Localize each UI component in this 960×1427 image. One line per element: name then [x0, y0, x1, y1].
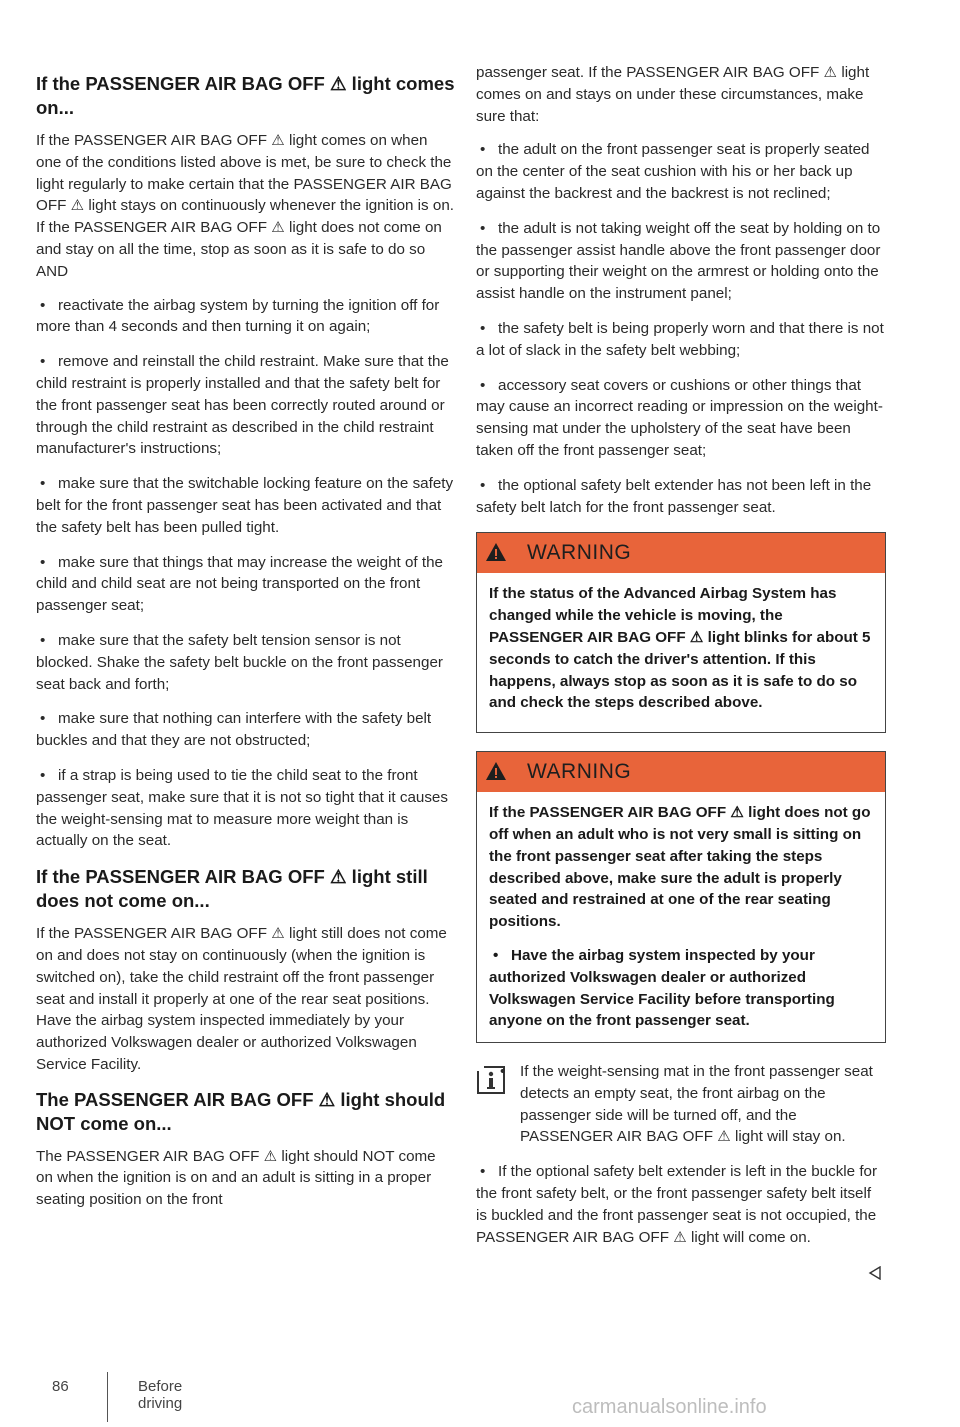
- paragraph: If the PASSENGER AIR BAG OFF ⚠ light comes on when one of the conditions listed above is met, be sure to check the light regularly to make certain that the PASSENGER AIR BAG OFF ⚠ light stays on continuously whenever the ignition is on. If the PASSENGER AIR BAG OFF ⚠ light does not come on and stay on all the time, stop as soon as it is safe to do so AND: [36, 132, 454, 280]
- warning-label: WARNING: [527, 541, 632, 565]
- list-item: • the safety belt is being properly worn and that there is not a lot of slack in the safety belt webbing;: [476, 319, 884, 359]
- paragraph: passenger seat. If the PASSENGER AIR BAG OFF ⚠ light comes on and stays on under these circumstances, make sure that:: [476, 64, 870, 125]
- heading-light-still-not-on: If the PASSENGER AIR BAG OFF ⚠ light still does not come on...: [36, 866, 428, 912]
- page-number: 86: [52, 1378, 69, 1395]
- heading-light-comes-on: If the PASSENGER AIR BAG OFF ⚠ light comes on...: [36, 73, 455, 118]
- list-item: • make sure that the safety belt tension sensor is not blocked. Shake the safety belt buckle on the front passenger seat back and forth;: [36, 631, 443, 693]
- warning-box: [476, 532, 886, 733]
- list-item: • make sure that nothing can interfere with the safety belt buckles and that they are not obstructed;: [36, 710, 432, 750]
- list-item: • Have the airbag system inspected by your authorized Volkswagen dealer or authorized Volkswagen Service Facility before transporting anyone on the front passenger seat.: [489, 946, 835, 1030]
- right-column: [476, 62, 886, 1261]
- list-item: • If the weight-sensing mat in the front passenger seat detects an empty seat, the front airbag on the passenger side will be turned off, and the PASSENGER AIR BAG OFF ⚠ light will stay on.: [500, 1063, 873, 1146]
- list-item: • accessory seat covers or cushions or other things that may cause an incorrect reading or impression on the weight-sensing mat under the upholstery of the seat have been taken off the front passenger seat;: [476, 376, 883, 459]
- list-item: • the optional safety belt extender has not been left in the safety belt latch for the front passenger seat.: [476, 476, 872, 516]
- warning-triangle-icon: [485, 761, 507, 781]
- note-list: [476, 1061, 886, 1248]
- left-column: [36, 62, 456, 1223]
- list-item: • If the optional safety belt extender is left in the buckle for the front safety belt, or the front passenger safety belt itself is buckled and the front passenger seat is not occupied, the PASSENGER AIR BAG OFF ⚠ light will come on.: [476, 1163, 878, 1246]
- warning-body: [477, 573, 885, 732]
- list-item: • make sure that things that may increase the weight of the child and child seat are not being transported on the front passenger seat;: [36, 553, 443, 615]
- watermark: carmanualsonline.info: [572, 1396, 767, 1418]
- warning-label: WARNING: [527, 760, 632, 784]
- note-box: [476, 1061, 886, 1248]
- paragraph: If the PASSENGER AIR BAG OFF ⚠ light still does not come on and does not stay on continuously (when the ignition is switched on), take the child restraint off the front passenger seat and install it properly at one of the rear seat positions. Have the airbag system inspected immediately by your authorized Volkswagen dealer or authorized Volkswagen Service Facility.: [36, 925, 447, 1073]
- warning-text: If the PASSENGER AIR BAG OFF ⚠ light does not go off when an adult who is not very small is sitting on the front passenger seat after taking the steps described above, make sure the adult is properly seated and restrained at one of the rear seating positions.: [489, 804, 871, 931]
- list-item: • make sure that the switchable locking feature on the safety belt for the front passenger seat has been activated and that the safety belt has been pulled tight.: [36, 475, 454, 536]
- paragraph: The PASSENGER AIR BAG OFF ⚠ light should NOT come on when the ignition is on and an adult is sitting in a proper seating position on the front: [36, 1147, 436, 1209]
- warning-box: [476, 751, 886, 1043]
- footer-divider: [107, 1372, 108, 1422]
- warning-triangle-icon: [485, 542, 507, 562]
- list-item: • the adult on the front passenger seat is properly seated on the center of the seat cushion with his or her back up against the backrest and the backrest is not reclined;: [476, 141, 870, 202]
- warning-header: [477, 752, 885, 792]
- heading-light-should-not-come-on: The PASSENGER AIR BAG OFF ⚠ light should NOT come on...: [36, 1088, 446, 1134]
- warning-header: [477, 533, 885, 573]
- warning-list: [489, 945, 873, 1032]
- section-name: Before driving: [138, 1378, 183, 1412]
- checklist: [476, 139, 886, 518]
- list-item: • reactivate the airbag system by turning the ignition off for more than 4 seconds and then turning it on again;: [36, 296, 440, 336]
- warning-body: [477, 792, 885, 1042]
- section-end-icon: [868, 1266, 882, 1280]
- list-item: • remove and reinstall the child restraint. Make sure that the child restraint is properly installed and that the safety belt for the front passenger seat has been correctly routed around or through the child restraint as described in the child restraint manufacturer's instructions;: [36, 353, 449, 458]
- warning-text: If the status of the Advanced Airbag System has changed while the vehicle is moving, the PASSENGER AIR BAG OFF ⚠ light blinks for about 5 seconds to catch the driver's attention. If this happens, always stop as soon as it is safe to do so and check the steps described above.: [489, 585, 871, 712]
- list-item: • the adult is not taking weight off the seat by holding on to the passenger assist handle above the front passenger door or supporting their weight on the armrest or holding onto the assist handle on the instrument panel;: [476, 219, 881, 303]
- list-item: • if a strap is being used to tie the child seat to the front passenger seat, make sure that it is not so tight that it causes the weight-sensing mat to measure more weight than is actually on the seat.: [36, 766, 448, 850]
- checklist: [36, 295, 456, 853]
